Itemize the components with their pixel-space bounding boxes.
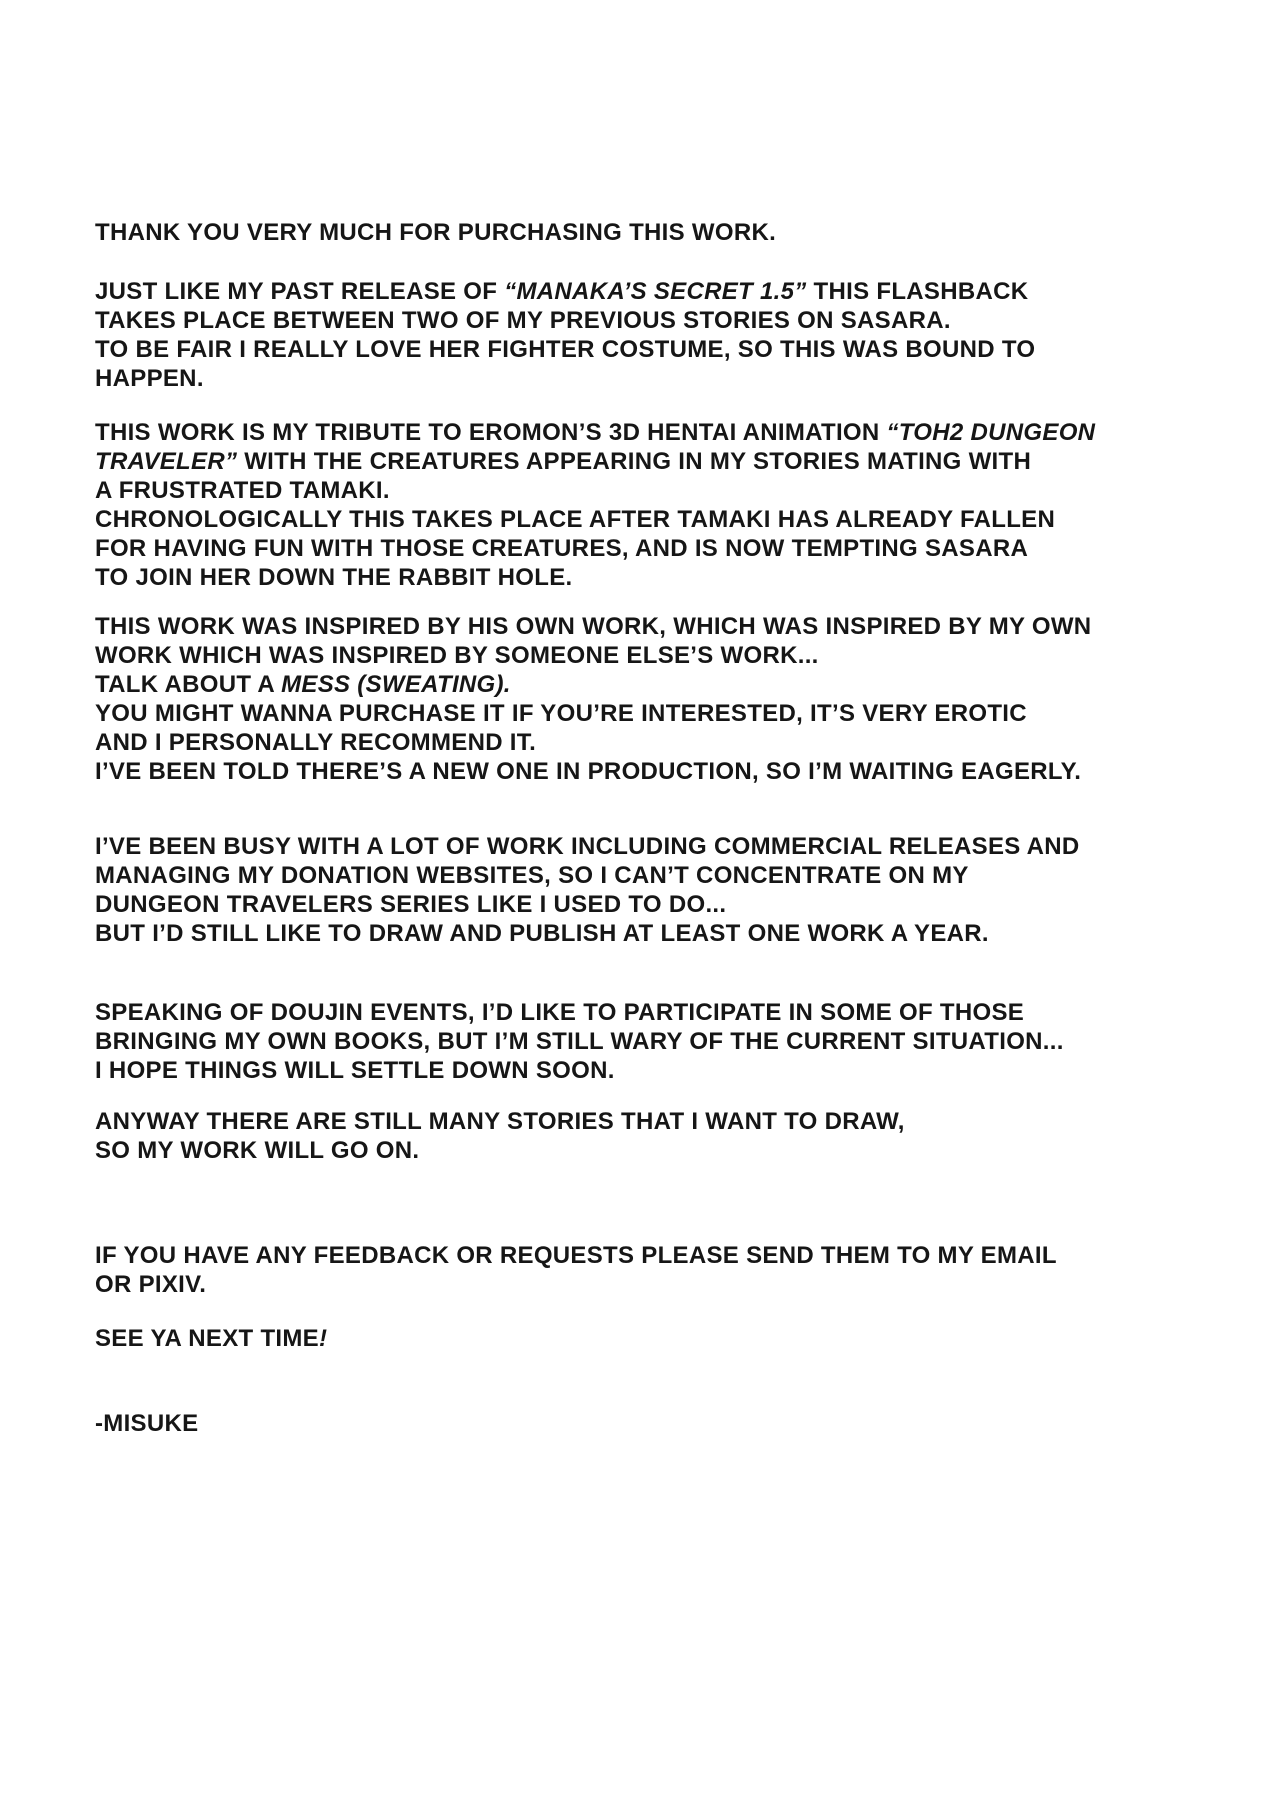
text-line xyxy=(95,505,1240,534)
text-line xyxy=(95,1107,1240,1136)
text-line xyxy=(95,728,1240,757)
text-line xyxy=(95,218,1240,247)
paragraph xyxy=(95,832,1240,948)
text-segment: WITH THE CREATURES APPEARING IN MY STORIES MATING WITH xyxy=(237,448,1032,475)
text-segment: TO BE FAIR I REALLY LOVE HER FIGHTER COSTUME, SO THIS WAS BOUND TO xyxy=(95,336,1036,363)
text-segment: THIS WORK WAS INSPIRED BY HIS OWN WORK, WHICH WAS INSPIRED BY MY OWN xyxy=(95,613,1092,640)
text-segment: SPEAKING OF DOUJIN EVENTS, I’D LIKE TO PARTICIPATE IN SOME OF THOSE xyxy=(95,999,1025,1026)
text-segment: AND I PERSONALLY RECOMMEND IT. xyxy=(95,729,537,756)
text-line xyxy=(95,612,1240,641)
text-segment: CHRONOLOGICALLY THIS TAKES PLACE AFTER TAMAKI HAS ALREADY FALLEN xyxy=(95,506,1056,533)
text-line xyxy=(95,1136,1240,1165)
text-segment: IF YOU HAVE ANY FEEDBACK OR REQUESTS PLEASE SEND THEM TO MY EMAIL xyxy=(95,1242,1057,1269)
text-segment: HAPPEN. xyxy=(95,365,204,392)
text-segment: I HOPE THINGS WILL SETTLE DOWN SOON. xyxy=(95,1057,615,1084)
text-line xyxy=(95,1270,1240,1299)
text-line xyxy=(95,1241,1240,1270)
text-segment: YOU MIGHT WANNA PURCHASE IT IF YOU’RE INTERESTED, IT’S VERY EROTIC xyxy=(95,700,1027,727)
text-segment: TAKES PLACE BETWEEN TWO OF MY PREVIOUS STORIES ON SASARA. xyxy=(95,307,951,334)
text-line xyxy=(95,476,1240,505)
text-segment: BUT I’D STILL LIKE TO DRAW AND PUBLISH AT LEAST ONE WORK A YEAR. xyxy=(95,920,989,947)
italic-text-segment: ! xyxy=(318,1325,328,1352)
text-segment: I’VE BEEN BUSY WITH A LOT OF WORK INCLUDING COMMERCIAL RELEASES AND xyxy=(95,833,1080,860)
text-line xyxy=(95,861,1240,890)
text-line xyxy=(95,1324,1240,1353)
text-segment: THIS WORK IS MY TRIBUTE TO EROMON’S 3D HENTAI ANIMATION xyxy=(95,419,887,446)
text-line xyxy=(95,832,1240,861)
paragraph xyxy=(95,1241,1240,1299)
text-segment: DUNGEON TRAVELERS SERIES LIKE I USED TO DO... xyxy=(95,891,727,918)
text-line xyxy=(95,563,1240,592)
text-line xyxy=(95,277,1240,306)
paragraph xyxy=(95,218,1240,247)
text-line xyxy=(95,641,1240,670)
text-segment: FOR HAVING FUN WITH THOSE CREATURES, AND IS NOW TEMPTING SASARA xyxy=(95,535,1029,562)
text-segment: MANAGING MY DONATION WEBSITES, SO I CAN’T CONCENTRATE ON MY xyxy=(95,862,969,889)
text-line xyxy=(95,1056,1240,1085)
text-line xyxy=(95,447,1240,476)
italic-text-segment: “MANAKA’S SECRET 1.5” xyxy=(504,278,807,305)
text-segment: A FRUSTRATED TAMAKI. xyxy=(95,477,390,504)
italic-text-segment: TRAVELER” xyxy=(95,448,238,475)
text-line xyxy=(95,418,1240,447)
text-line xyxy=(95,306,1240,335)
text-line xyxy=(95,919,1240,948)
text-segment: ANYWAY THERE ARE STILL MANY STORIES THAT I WANT TO DRAW, xyxy=(95,1108,905,1135)
text-line xyxy=(95,699,1240,728)
text-segment: TO JOIN HER DOWN THE RABBIT HOLE. xyxy=(95,564,573,591)
text-segment: THANK YOU VERY MUCH FOR PURCHASING THIS WORK. xyxy=(95,219,777,246)
text-segment: SO MY WORK WILL GO ON. xyxy=(95,1137,420,1164)
paragraph xyxy=(95,1324,1240,1353)
paragraph xyxy=(95,1107,1240,1165)
letter-body xyxy=(95,218,1240,1353)
text-line xyxy=(95,1027,1240,1056)
italic-text-segment: “TOH2 DUNGEON xyxy=(886,419,1096,446)
text-line xyxy=(95,670,1240,699)
text-segment: BRINGING MY OWN BOOKS, BUT I’M STILL WARY OF THE CURRENT SITUATION... xyxy=(95,1028,1064,1055)
text-segment: TALK ABOUT A xyxy=(95,671,282,698)
text-segment: WORK WHICH WAS INSPIRED BY SOMEONE ELSE’S WORK... xyxy=(95,642,819,669)
text-line xyxy=(95,364,1240,393)
text-segment: SEE YA NEXT TIME xyxy=(95,1325,319,1352)
text-segment: OR PIXIV. xyxy=(95,1271,207,1298)
paragraph xyxy=(95,612,1240,786)
text-segment: I’VE BEEN TOLD THERE’S A NEW ONE IN PRODUCTION, SO I’M WAITING EAGERLY. xyxy=(95,758,1082,785)
paragraph xyxy=(95,277,1240,393)
text-line xyxy=(95,998,1240,1027)
text-segment: JUST LIKE MY PAST RELEASE OF xyxy=(95,278,505,305)
text-line xyxy=(95,757,1240,786)
italic-text-segment: MESS (SWEATING). xyxy=(281,671,511,698)
author-signature: -MISUKE xyxy=(95,1410,199,1437)
text-segment: THIS FLASHBACK xyxy=(806,278,1029,305)
text-line xyxy=(95,534,1240,563)
text-line xyxy=(95,890,1240,919)
paragraph xyxy=(95,998,1240,1085)
text-line xyxy=(95,335,1240,364)
paragraph xyxy=(95,418,1240,592)
